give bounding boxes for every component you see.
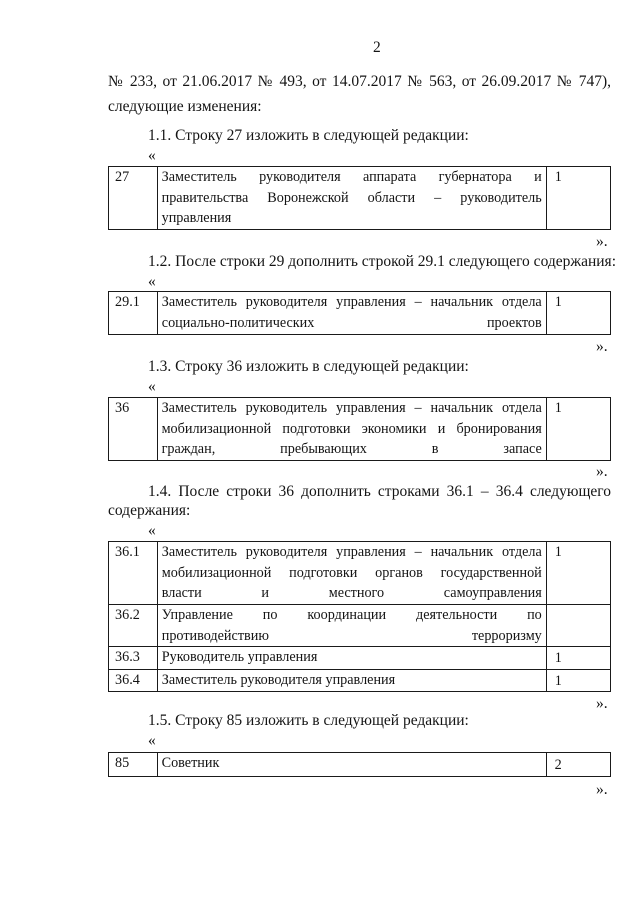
section-heading-1-4-cont: содержания: bbox=[108, 502, 191, 519]
row-text: Заместитель руководителя управления – начальник отдела социально-политических проектов bbox=[157, 292, 546, 335]
table-row bbox=[109, 605, 611, 647]
intro-line-1: № 233, от 21.06.2017 № 493, от 14.07.2017 № 563, от 26.09.2017 № 747), bbox=[108, 73, 611, 90]
row-value: 1 bbox=[546, 398, 610, 461]
row-text: Заместитель руководителя управления – начальник отдела мобилизационной подготовки органов государственной власти и местного самоуправления bbox=[157, 542, 546, 605]
row-number: 36.3 bbox=[109, 647, 158, 670]
row-value: 1 bbox=[546, 647, 610, 670]
row-value: 1 bbox=[546, 669, 610, 692]
page-number: 2 bbox=[373, 39, 381, 56]
table-section-1-3 bbox=[108, 397, 611, 461]
row-number: 36 bbox=[109, 398, 158, 461]
table-row bbox=[109, 542, 611, 605]
open-quote: « bbox=[148, 522, 156, 539]
table-row bbox=[109, 398, 611, 461]
row-number: 36.2 bbox=[109, 605, 158, 647]
open-quote: « bbox=[148, 732, 156, 749]
table-row bbox=[109, 167, 611, 230]
row-text: Заместитель руководитель управления – начальник отдела мобилизационной подготовки экономики и бронирования граждан, пребывающих в запасе bbox=[157, 398, 546, 461]
row-value: 2 bbox=[546, 753, 610, 777]
close-quote: ». bbox=[596, 463, 608, 480]
section-heading-1-4: 1.4. После строки 36 дополнить строками 36.1 – 36.4 следующего bbox=[148, 483, 611, 500]
close-quote: ». bbox=[596, 781, 608, 798]
row-text: Советник bbox=[157, 753, 546, 777]
table-row bbox=[109, 669, 611, 692]
row-value bbox=[546, 605, 610, 647]
row-value: 1 bbox=[546, 167, 610, 230]
section-heading-1-3: 1.3. Строку 36 изложить в следующей редакции: bbox=[148, 358, 469, 375]
table-section-1-5 bbox=[108, 752, 611, 777]
row-value: 1 bbox=[546, 542, 610, 605]
section-heading-1-5: 1.5. Строку 85 изложить в следующей редакции: bbox=[148, 712, 469, 729]
close-quote: ». bbox=[596, 233, 608, 250]
row-value: 1 bbox=[546, 292, 610, 335]
table-row bbox=[109, 753, 611, 777]
section-heading-1-1: 1.1. Строку 27 изложить в следующей редакции: bbox=[148, 127, 469, 144]
table-row bbox=[109, 647, 611, 670]
row-number: 85 bbox=[109, 753, 158, 777]
table-section-1-4 bbox=[108, 541, 611, 692]
table-section-1-2 bbox=[108, 291, 611, 335]
row-number: 27 bbox=[109, 167, 158, 230]
section-heading-1-2: 1.2. После строки 29 дополнить строкой 29.1 следующего содержания: bbox=[148, 253, 616, 270]
open-quote: « bbox=[148, 147, 156, 164]
close-quote: ». bbox=[596, 338, 608, 355]
row-text: Руководитель управления bbox=[157, 647, 546, 670]
open-quote: « bbox=[148, 273, 156, 290]
row-number: 36.1 bbox=[109, 542, 158, 605]
intro-line-2: следующие изменения: bbox=[108, 98, 262, 115]
row-text: Заместитель руководителя управления bbox=[157, 669, 546, 692]
row-text: Управление по координации деятельности по противодействию терроризму bbox=[157, 605, 546, 647]
close-quote: ». bbox=[596, 695, 608, 712]
table-row bbox=[109, 292, 611, 335]
row-number: 36.4 bbox=[109, 669, 158, 692]
row-text: Заместитель руководителя аппарата губернатора и правительства Воронежской области – руководитель управления bbox=[157, 167, 546, 230]
open-quote: « bbox=[148, 378, 156, 395]
row-number: 29.1 bbox=[109, 292, 158, 335]
table-section-1-1 bbox=[108, 166, 611, 230]
